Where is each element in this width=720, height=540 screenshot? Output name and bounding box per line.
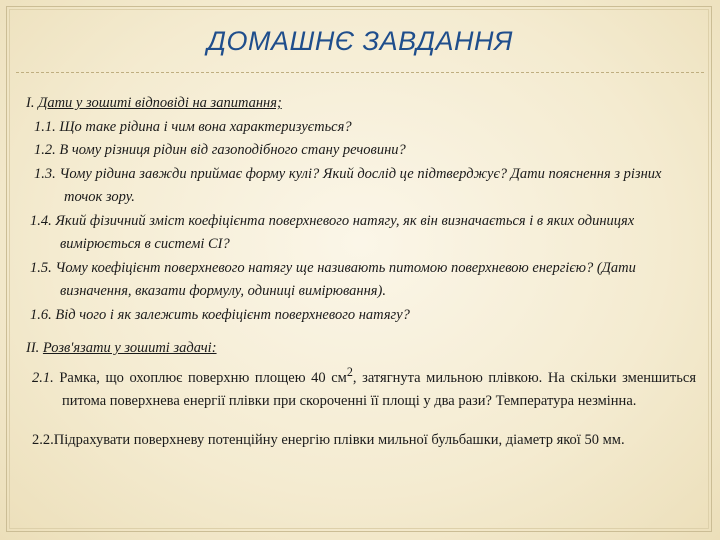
- question-1-4: 1.4. Який фізичний зміст коефіцієнта поверхневого натягу, як він визначається і в яких одиницях вимірюється в системі СІ?: [30, 212, 635, 252]
- title-divider: [16, 72, 704, 73]
- task-2-1-text-end: , затягнута мильною плівкою. На скільки зменшиться питома поверхнева енергії плівки при скороченні її площі у два рази? Температура незмінна.: [62, 369, 696, 409]
- page-title: ДОМАШНЄ ЗАВДАННЯ: [207, 26, 513, 56]
- section-1-number: I.: [26, 95, 35, 111]
- question-1-1: 1.1. Що таке рідина і чим вона характеризується?: [34, 118, 352, 135]
- section-2-title: Розв'язати у зошиті задачі:: [42, 340, 217, 356]
- section-2-heading: [26, 337, 696, 361]
- section-2-number: II.: [26, 340, 40, 356]
- question-1-2: 1.2. В чому різниця рідин від газоподібного стану речовини?: [34, 142, 406, 158]
- task-2-1-number: 2.1.: [32, 369, 54, 386]
- question-1-5: 1.5. Чому коефіцієнт поверхневого натягу ще називають питомою поверхневою енергією? (Дати визначення, вказати формулу, одиниці вимірювання).: [30, 259, 636, 299]
- section-1-heading: [26, 92, 696, 116]
- spacer: [26, 413, 696, 429]
- task-2-1-exponent: 2: [346, 364, 353, 379]
- homework-content: [26, 92, 696, 453]
- question-1-3: 1.3. Чому рідина завжди приймає форму кулі? Який дослід це підтверджує? Дати пояснення з різних точок зору.: [34, 165, 662, 205]
- spacer: [26, 327, 696, 337]
- task-2-2: 2.2.Підрахувати поверхневу потенційну енергію плівки мильної бульбашки, діаметр якої 50 мм.: [32, 432, 625, 449]
- task-2-1-text-start: Рамка, що охоплює поверхню площею 40 см: [59, 369, 347, 386]
- section-1-title: Дати у зошиті відповіді на запитання;: [38, 95, 282, 111]
- question-1-6: 1.6. Від чого і як залежить коефіцієнт поверхневого натягу?: [30, 306, 410, 323]
- task-2-1: [26, 361, 696, 414]
